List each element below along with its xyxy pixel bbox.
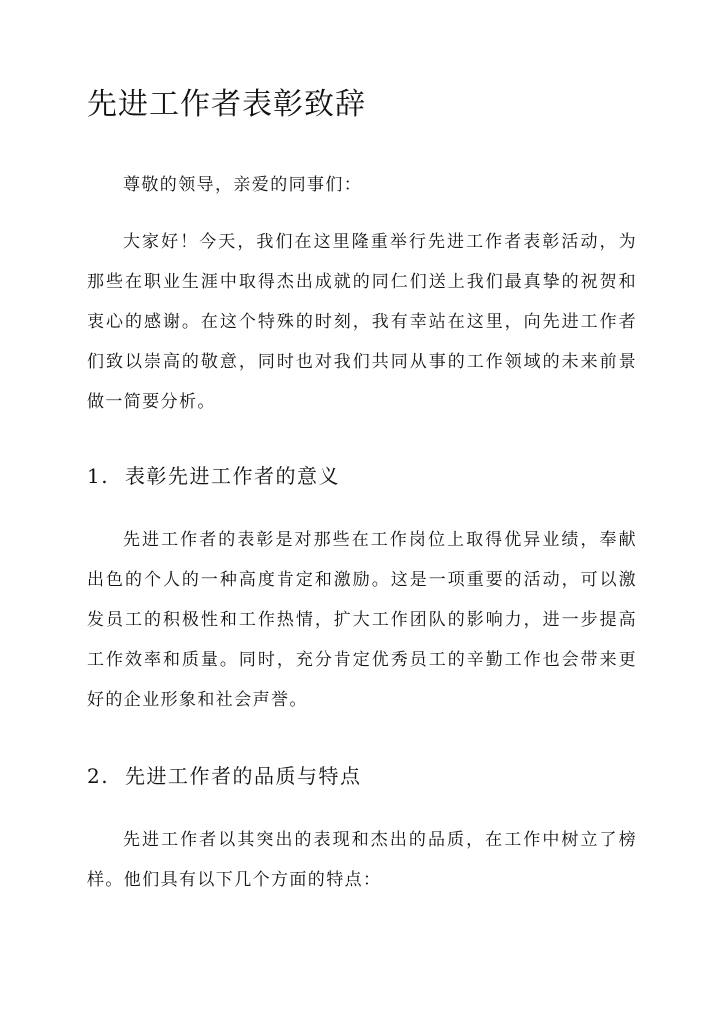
section-1-title: 表彰先进工作者的意义 <box>125 464 340 488</box>
document-title: 先进工作者表彰致辞 <box>87 87 366 122</box>
section-2-body: 先进工作者以其突出的表现和杰出的品质，在工作中树立了榜样。他们具有以下几个方面的特点： <box>87 830 637 890</box>
section-1-heading <box>87 458 340 494</box>
section-2-title: 先进工作者的品质与特点 <box>125 764 362 788</box>
intro-paragraph: 大家好！今天，我们在这里隆重举行先进工作者表彰活动，为那些在职业生涯中取得杰出成就的同仁们送上我们最真挚的祝贺和衷心的感谢。在这个特殊的时刻，我有幸站在这里，向先进工作者们致以崇高的敬意，同时也对我们共同从事的工作领域的未来前景做一简要分析。 <box>87 232 637 412</box>
section-1-body: 先进工作者的表彰是对那些在工作岗位上取得优异业绩，奉献出色的个人的一种高度肯定和激励。这是一项重要的活动，可以激发员工的积极性和工作热情，扩大工作团队的影响力，进一步提高工作效率和质量。同时，充分肯定优秀员工的辛勤工作也会带来更好的企业形象和社会声誉。 <box>87 530 637 710</box>
section-2-heading <box>87 758 362 794</box>
salutation: 尊敬的领导，亲爱的同事们： <box>123 175 363 195</box>
section-1-number: 1. <box>87 464 110 488</box>
section-2-number: 2. <box>87 764 110 788</box>
